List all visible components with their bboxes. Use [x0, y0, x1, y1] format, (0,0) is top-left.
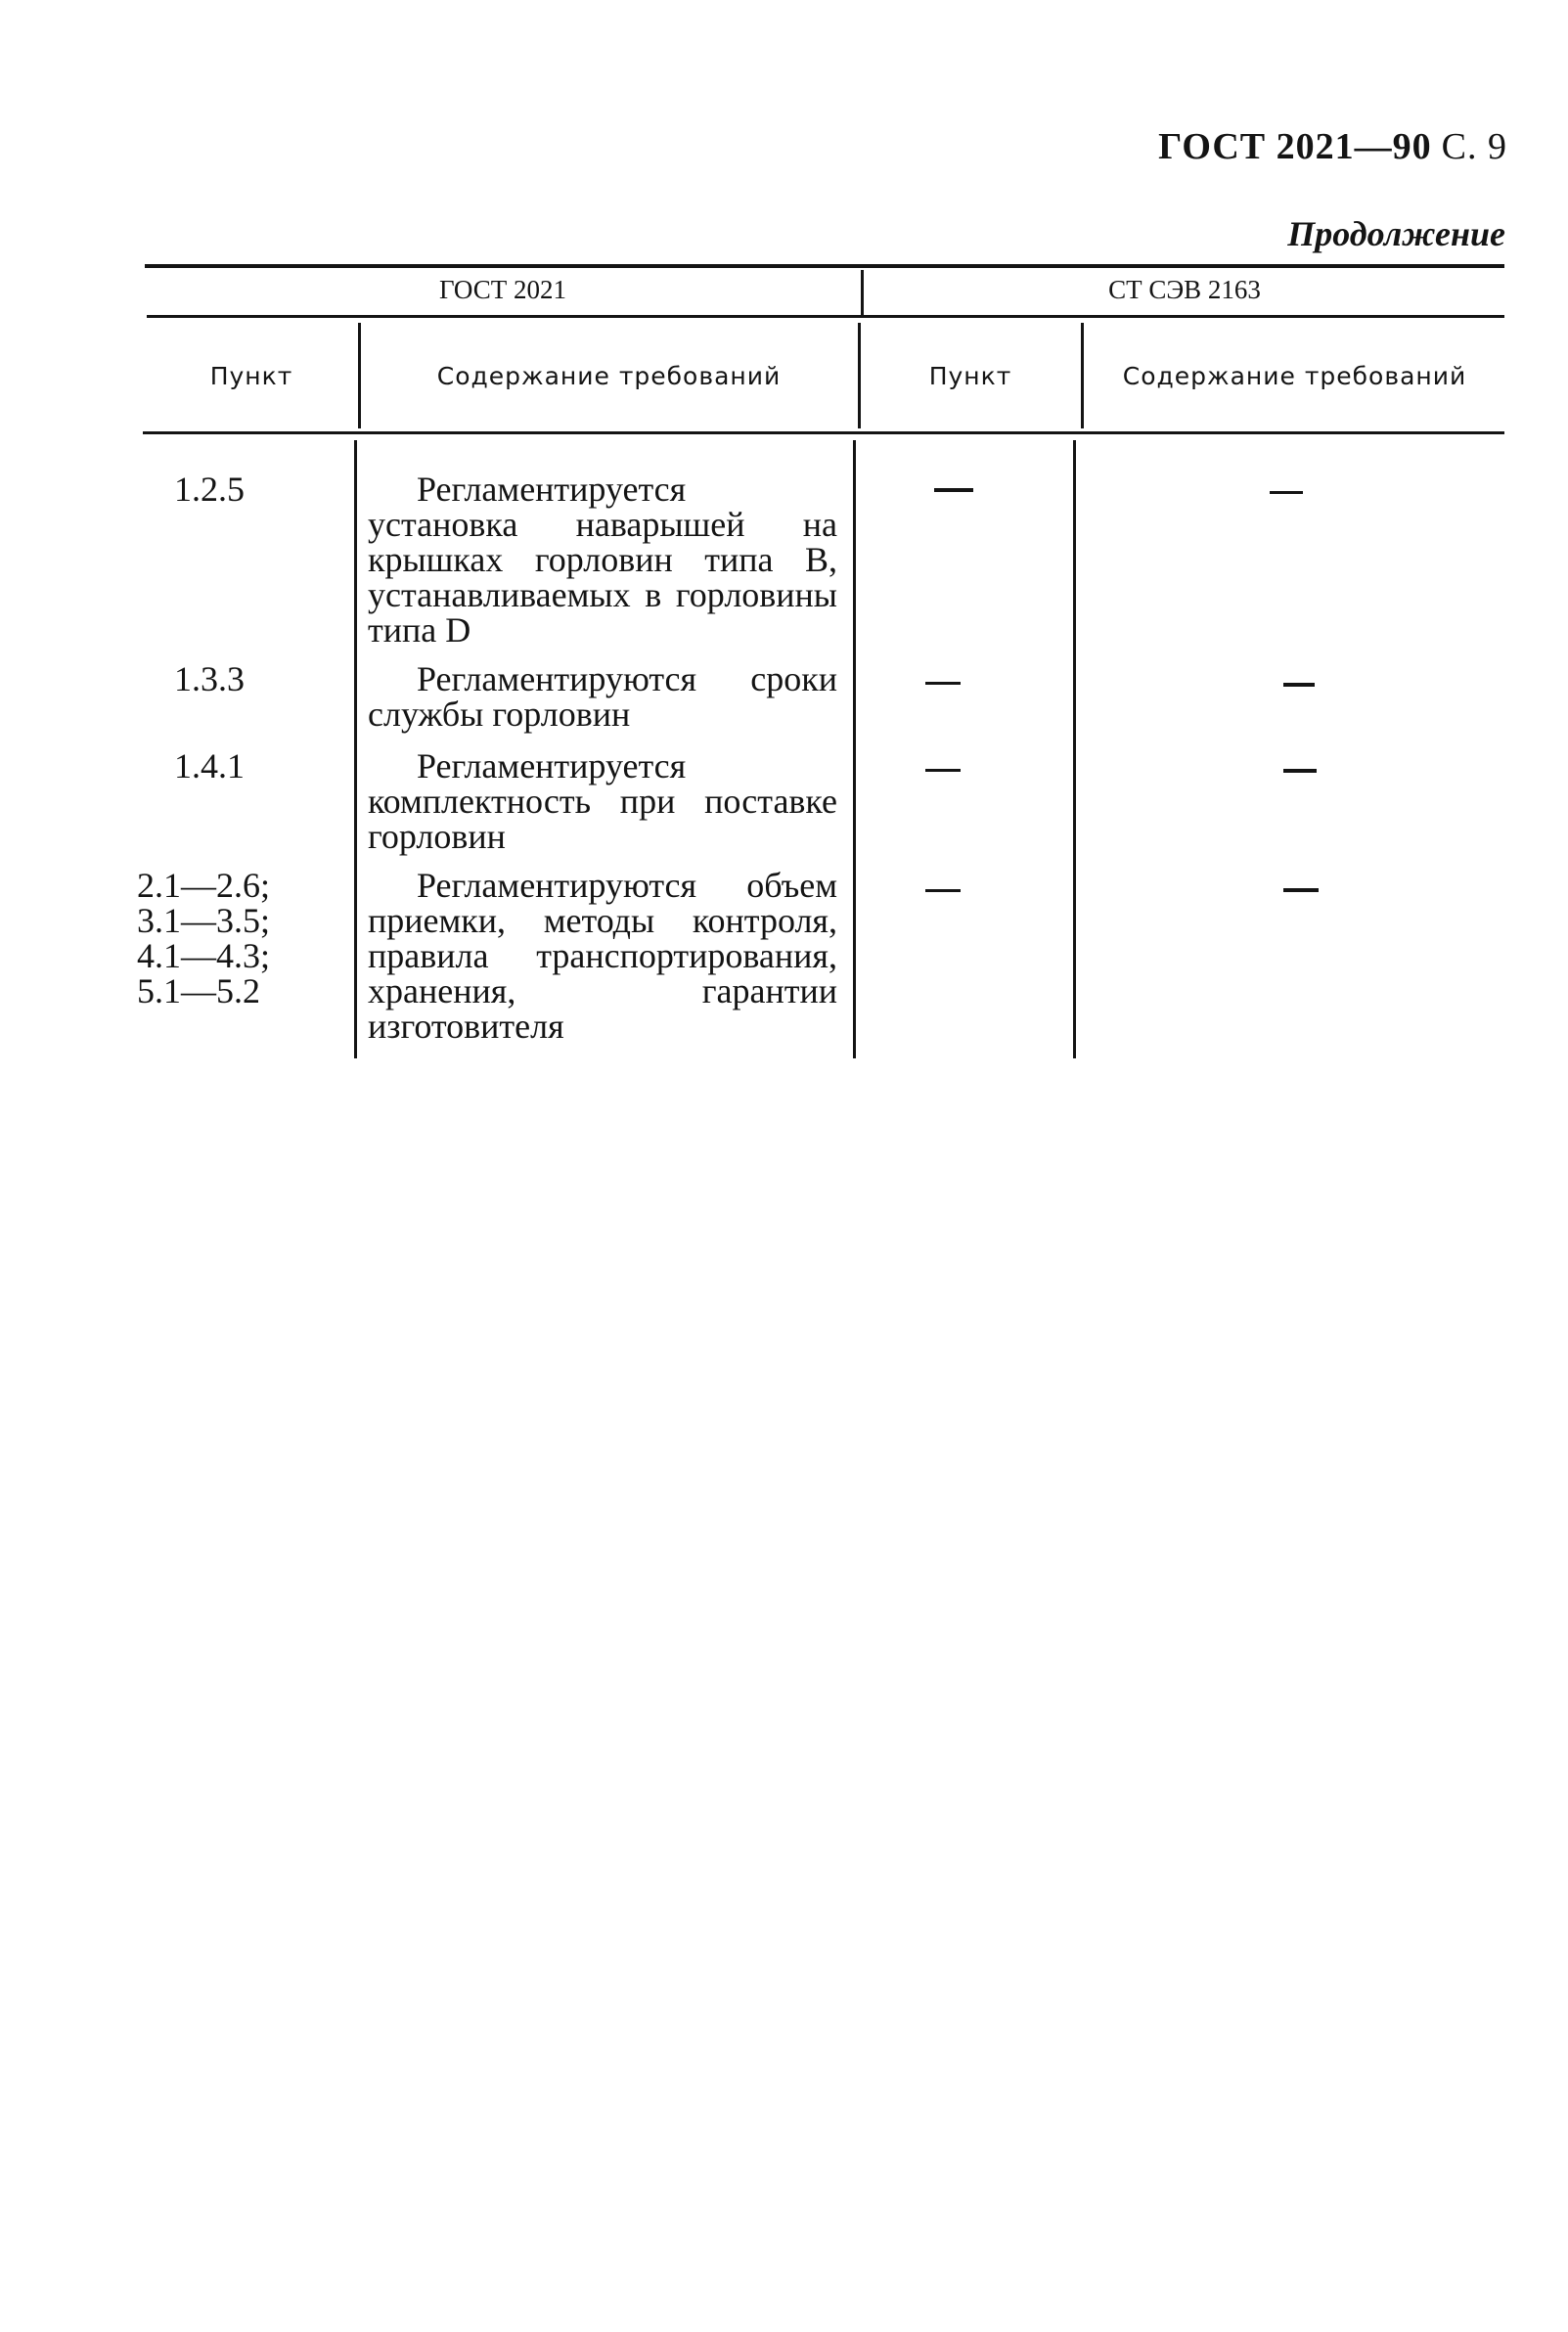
table-row-item: 1.2.5	[174, 470, 245, 509]
page-header	[1158, 125, 1507, 168]
table-row-content: Регламентируются объем приемки, методы контроля, правила транспортирования, хранения, гарантии изготовителя	[368, 866, 837, 1046]
col-header-sev-content: Содержание требований	[1122, 362, 1467, 390]
group-divider	[861, 270, 864, 315]
table-row-sev-item-dash	[925, 682, 961, 685]
table-row-content: Регламентируется комплектность при поставке горловин	[368, 746, 837, 856]
table-row-sev-content-dash	[1283, 888, 1319, 892]
group-gost: ГОСТ 2021	[438, 275, 567, 304]
col-header-sev-item: Пункт	[928, 362, 1012, 390]
table-row-item: 1.4.1	[174, 746, 245, 785]
table-row-sev-content-dash	[1283, 769, 1317, 773]
col-divider-1	[358, 323, 361, 428]
body-divider-3	[1073, 440, 1076, 1058]
group-st-sev: СТ СЭВ 2163	[1108, 275, 1261, 304]
table-row-sev-item-dash	[925, 889, 961, 892]
column-header-rule	[143, 431, 1504, 434]
document-code: ГОСТ 2021—90	[1158, 126, 1432, 167]
table-top-rule	[145, 264, 1504, 268]
col-header-item: Пункт	[209, 362, 293, 390]
body-divider-1	[354, 440, 357, 1058]
page-number: С. 9	[1441, 126, 1507, 167]
table-row-sev-item-dash	[934, 488, 973, 492]
table-row-content: Регламентируются сроки службы горловин	[368, 659, 837, 734]
table-row-sev-item-dash	[925, 769, 961, 772]
table-row-sev-content-dash	[1283, 683, 1315, 687]
table-row-sev-content-dash	[1270, 491, 1303, 494]
col-header-content: Содержание требований	[436, 362, 782, 390]
group-header-rule	[147, 315, 1504, 318]
table-row-item: 1.3.3	[174, 659, 245, 698]
col-divider-3	[1081, 323, 1084, 428]
continuation-label: Продолжение	[1287, 214, 1505, 253]
col-divider-2	[858, 323, 861, 428]
table-row-item: 2.1—2.6; 3.1—3.5; 4.1—4.3; 5.1—5.2	[137, 866, 271, 1010]
body-divider-2	[853, 440, 856, 1058]
table-row-content: Регламентируется установка наварышей на крышках горловин типа В, устанавливаемых в горловины типа D	[368, 470, 837, 650]
